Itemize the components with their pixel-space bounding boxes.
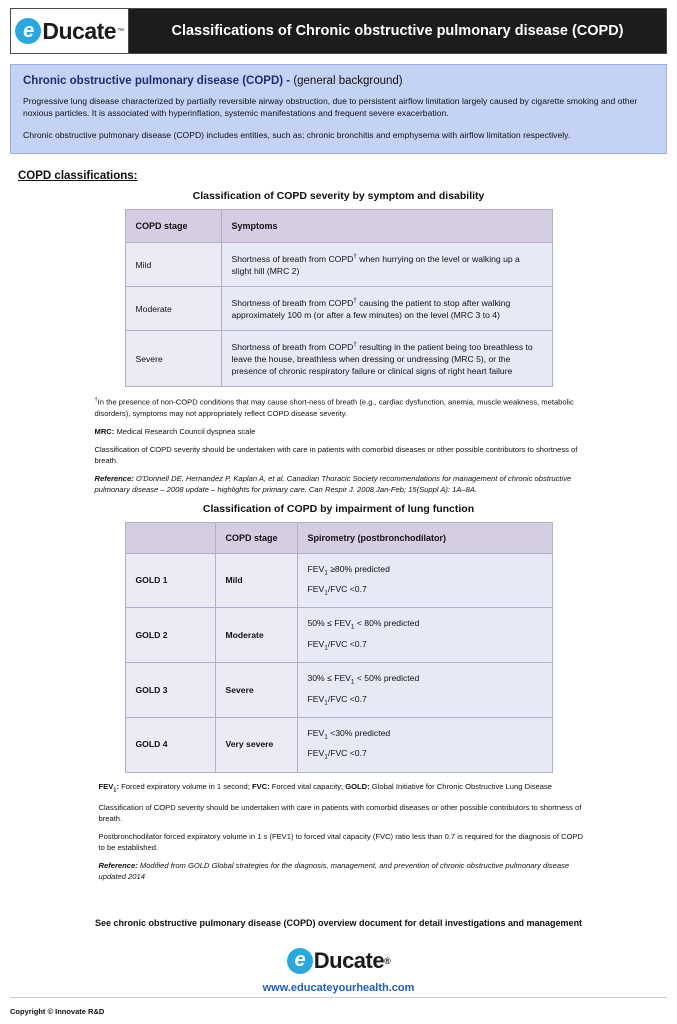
- table1-header-symptoms: Symptoms: [221, 210, 552, 243]
- table-row: [125, 608, 552, 663]
- spirometry-line-2: $FEV_1$/FVC <0.7: [307, 748, 367, 762]
- symptom-dagger: †: [353, 253, 357, 261]
- table1-reference: [95, 473, 589, 495]
- footer-logo-educate: [10, 948, 667, 974]
- table2-header-spirometry: Spirometry (postbronchodilator): [297, 522, 552, 553]
- table2-note-ratio: Postbronchodilator forced expiratory volume in 1 s (FEV1) to forced vital capacity (FVC) ratio less than 0.7 is required for the diagnosis of COPD to be established.: [98, 831, 584, 852]
- footer-website-link[interactable]: www.educateyourhealth.com: [262, 981, 415, 994]
- footer-note: See chronic obstructive pulmonary disease (COPD) overview document for detail investigations and management: [94, 917, 583, 928]
- footer-copyright: Copyright © Innovate R&D: [10, 1007, 105, 1016]
- table2-severity-2: Moderate: [215, 608, 297, 663]
- table1-note-care: [95, 444, 589, 466]
- symptom-text-pre: Shortness of breath from COPD: [231, 254, 354, 265]
- table-row: [125, 243, 552, 287]
- table2-severity-1: Mild: [215, 553, 297, 608]
- note-text: Classification of COPD severity should be undertaken with care in patients with comorbid diseases or other possible contributors to shortness of breath.: [94, 444, 578, 465]
- reference-label: Reference:: [94, 473, 134, 483]
- spirometry-line-1: $50\% \le FEV_1 < 80\%$ predicted: [307, 618, 420, 632]
- logo-educate: [15, 18, 123, 45]
- logo-wordmark: Ducate: [42, 17, 117, 44]
- logo-e-icon: e: [15, 18, 41, 44]
- table2-severity-4: Very severe: [215, 718, 297, 773]
- table2-header-stage: COPD stage: [215, 522, 297, 553]
- background-title-bold: Chronic obstructive pulmonary disease (COPD) -: [23, 75, 294, 87]
- table1-symptom-severe: [221, 331, 552, 387]
- table2-reference: [99, 860, 589, 882]
- reference-text: O'Donnell DE, Hernandez P, Kaplan A, et al. Canadian Thoracic Society recommendations for management of chronic obstructive pulmonary disease – 2008 update – highlights for primary care. Can Respir J. 2008 Jan-Feb; 15(Suppl A): 1A–8A.: [94, 473, 572, 494]
- footer-logo-e-icon: e: [287, 948, 313, 974]
- table2-note-care: Classification of COPD severity should be undertaken with care in patients with comorbid diseases or other possible contributors to shortness of breath.: [98, 802, 582, 823]
- note-text: In the presence of non-COPD conditions that may cause short-ness of breath (e.g., cardiac dysfunction, anemia, muscle weakness, metabolic disorders), symptoms may not appropriately reflect COPD disease severity.: [94, 397, 574, 418]
- spirometry-line-2: $FEV_1$/FVC <0.7: [307, 638, 367, 652]
- table2-notes: [89, 781, 589, 882]
- footer-divider: [10, 997, 667, 998]
- symptom-dagger: †: [353, 297, 357, 305]
- table2-gold-3: GOLD 3: [125, 663, 215, 718]
- section-heading: COPD classifications:: [18, 170, 138, 183]
- table1-symptom-mild: [221, 243, 552, 287]
- copd-severity-table: [125, 209, 553, 387]
- background-paragraph-2: Chronic obstructive pulmonary disease (COPD) includes entities, such as; chronic bronchitis and emphysema with airflow limitation respectively.: [23, 129, 571, 140]
- table2-gold-2: GOLD 2: [125, 608, 215, 663]
- note-text: Medical Research Council dyspnea scale: [114, 426, 256, 436]
- reference-text: Modified from GOLD Global strategies for the diagnosis, management, and prevention of chronic obstructive pulmonary disease updated 2014: [98, 860, 570, 881]
- table1-note-mrc: [95, 426, 589, 437]
- table-header-row: [125, 210, 552, 243]
- note-label: MRC:: [94, 426, 115, 436]
- table2-spirometry-3: [297, 663, 552, 718]
- spirometry-line-2: $FEV_1$/FVC <0.7: [307, 693, 367, 707]
- logo-tm: ™: [117, 27, 124, 35]
- copd-lung-function-table: [125, 522, 553, 773]
- spirometry-line-1: $FEV_1 \ge 80\%$ predicted: [307, 563, 390, 577]
- table1-symptom-moderate: [221, 287, 552, 331]
- table-row: [125, 287, 552, 331]
- table2-spirometry-4: [297, 718, 552, 773]
- footer-logo-wordmark: Ducate: [313, 947, 385, 973]
- table-row: [125, 663, 552, 718]
- spirometry-line-1: $FEV_1 <30\%$ predicted: [307, 728, 391, 741]
- table2-title: Classification of COPD by impairment of lung function: [202, 502, 475, 515]
- table2-gold-4: GOLD 4: [125, 718, 215, 773]
- table1-stage-moderate: Moderate: [125, 287, 221, 331]
- background-paragraph-1: Progressive lung disease characterized by partially reversible airway obstruction, due to persistent airflow limitation largely caused by cigarette smoking and other noxious particles. It is associated with hyperinflation, systemic manifestations and frequent severe exacerbation.: [23, 96, 638, 119]
- table1-stage-severe: Severe: [125, 331, 221, 387]
- spirometry-line-1: $30\% \le FEV_1 < 50\%$ predicted: [307, 673, 420, 686]
- table-row: [125, 553, 552, 608]
- table-row: [125, 331, 552, 387]
- background-title-normal: (general background): [293, 75, 403, 87]
- table1-stage-mild: Mild: [125, 243, 221, 287]
- note-dagger-icon: †: [94, 397, 98, 404]
- table1-header-stage: COPD stage: [125, 210, 221, 243]
- table2-abbreviations: $FEV_1$: Forced expiratory volume in 1 second; FVC: Forced vital capacity; GOLD: Global Initiative for Chronic Obstructive Lung Disease: [98, 781, 553, 794]
- table-header-row: [125, 522, 552, 553]
- table2-header-blank: [125, 522, 215, 553]
- symptom-text-pre: Shortness of breath from COPD: [231, 342, 354, 353]
- page-title: Classifications of Chronic obstructive pulmonary disease (COPD): [171, 23, 624, 39]
- table2-spirometry-2: [297, 608, 552, 663]
- table-row: [125, 718, 552, 773]
- background-panel: [10, 64, 667, 154]
- symptom-text-post: resulting in the patient being too breathless to leave the house, breathless when dressing or undressing (MRC 5), or the presence of chronic respiratory failure or clinical signs of right heart failure: [231, 342, 533, 377]
- symptom-dagger: †: [353, 341, 357, 349]
- symptom-text-post: when hurrying on the level or walking up a slight hill (MRC 2): [231, 254, 520, 277]
- table1-note-dagger: [95, 396, 589, 419]
- symptom-text-pre: Shortness of breath from COPD: [231, 298, 354, 309]
- symptom-text-post: causing the patient to stop after walking approximately 100 m (or after a few minutes) on the level (MRC 3 to 4): [231, 298, 511, 321]
- brand-logo: [11, 9, 129, 53]
- table2-spirometry-1: [297, 553, 552, 608]
- page-header: [10, 8, 667, 54]
- table1-notes: [89, 396, 589, 495]
- spirometry-line-2: $FEV_1$/FVC <0.7: [307, 584, 367, 597]
- table2-severity-3: Severe: [215, 663, 297, 718]
- reference-label: Reference:: [98, 860, 138, 870]
- table1-title: Classification of COPD severity by symptom and disability: [192, 190, 485, 203]
- background-title: [23, 75, 654, 87]
- footer-brand: [10, 948, 667, 974]
- footer-logo-reg: ®: [384, 955, 391, 966]
- table2-gold-1: GOLD 1: [125, 553, 215, 608]
